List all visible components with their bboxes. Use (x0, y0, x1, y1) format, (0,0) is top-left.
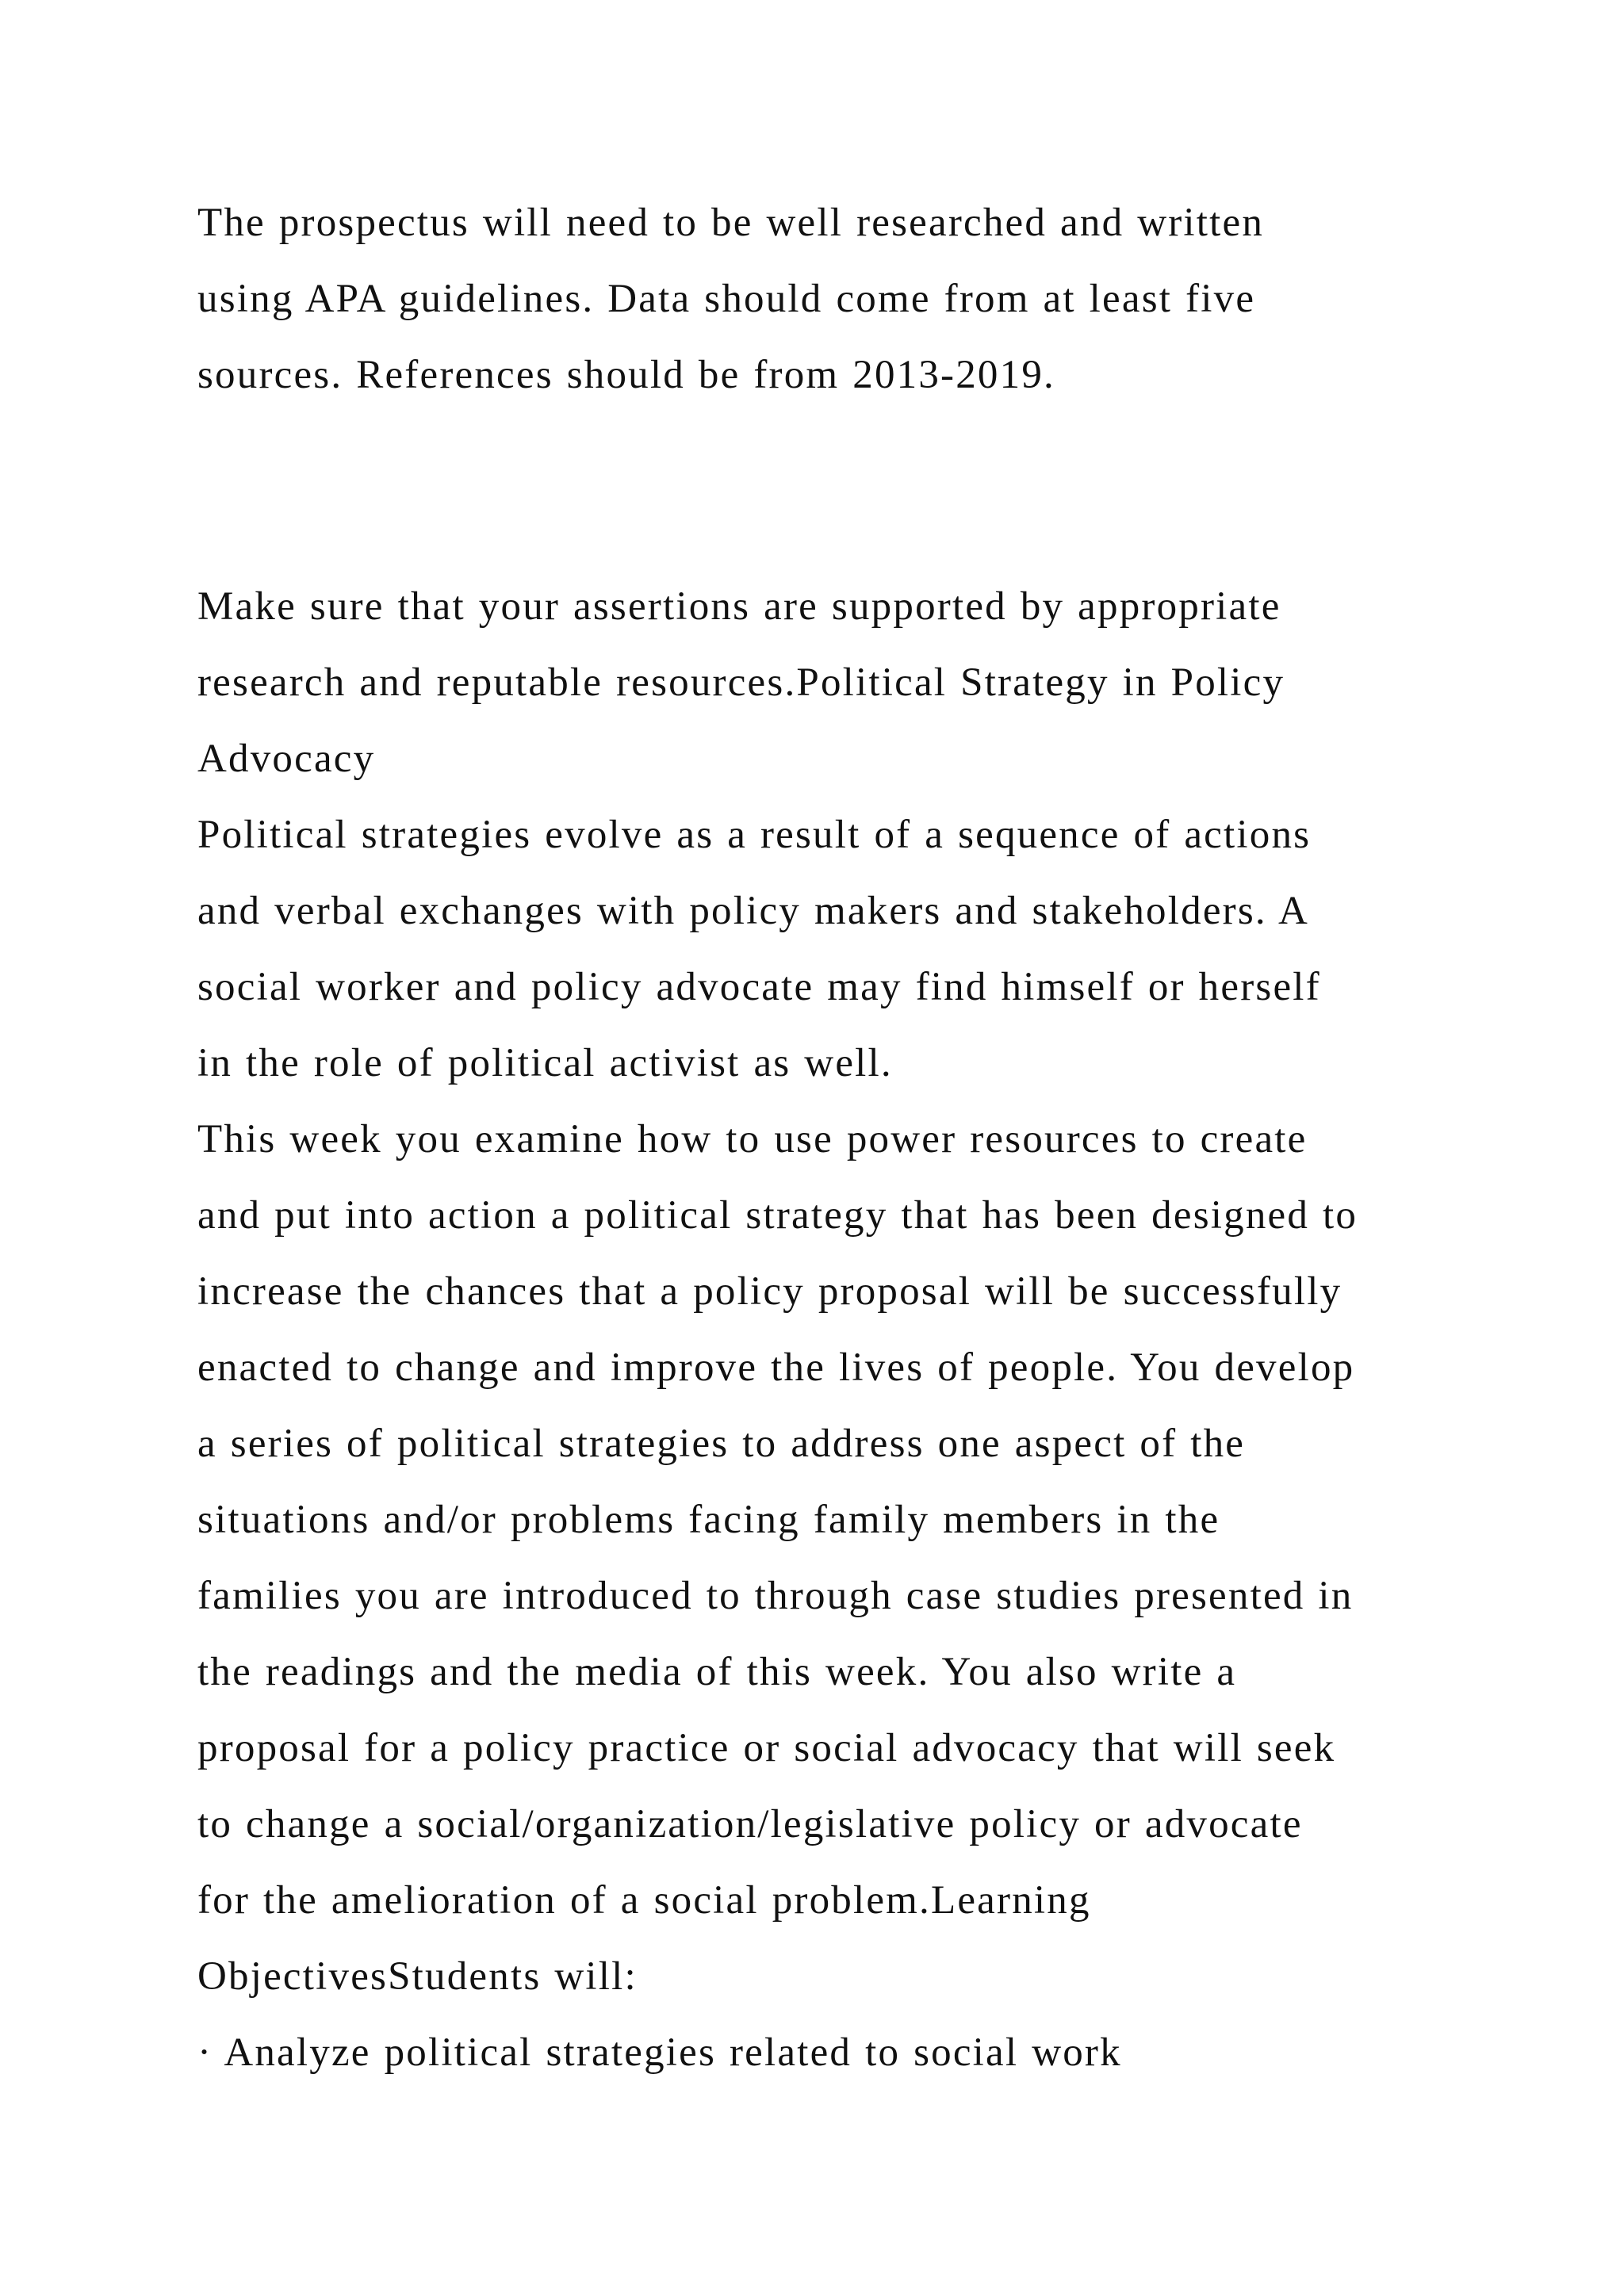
political-strategy-section (197, 568, 1530, 2091)
text-line: This week you examine how to use power resources to create (197, 1117, 1308, 1161)
text-line: enacted to change and improve the lives of people. You develop (197, 1345, 1355, 1390)
text-line: families you are introduced to through case studies presented in (197, 1574, 1354, 1618)
text-line: for the amelioration of a social problem.Learning (197, 1878, 1091, 1923)
text-line: research and reputable resources.Political Strategy in Policy (197, 660, 1285, 705)
text-line: The prospectus will need to be well researched and written (197, 201, 1265, 245)
text-line: social worker and policy advocate may find himself or herself (197, 965, 1321, 1009)
text-line: Make sure that your assertions are supported by appropriate (197, 584, 1281, 629)
text-line: a series of political strategies to address one aspect of the (197, 1422, 1246, 1466)
text-line: proposal for a policy practice or social advocacy that will seek (197, 1726, 1336, 1770)
text-line: to change a social/organization/legislative policy or advocate (197, 1802, 1303, 1846)
bullet-item: · Analyze political strategies related to social work (197, 2030, 1122, 2075)
prospectus-requirements-paragraph (197, 185, 1530, 413)
text-line: sources. References should be from 2013-2019. (197, 353, 1055, 397)
text-line: the readings and the media of this week. You also write a (197, 1650, 1237, 1694)
text-line: in the role of political activist as well. (197, 1041, 893, 1085)
text-line: situations and/or problems facing family members in the (197, 1498, 1220, 1542)
text-line: and put into action a political strategy that has been designed to (197, 1193, 1358, 1238)
text-line: Advocacy (197, 737, 376, 781)
text-line: using APA guidelines. Data should come from at least five (197, 277, 1256, 321)
text-line: Political strategies evolve as a result of a sequence of actions (197, 813, 1312, 857)
text-line: increase the chances that a policy proposal will be successfully (197, 1269, 1342, 1314)
text-line: ObjectivesStudents will: (197, 1954, 638, 1999)
text-line: and verbal exchanges with policy makers and stakeholders. A (197, 889, 1309, 933)
